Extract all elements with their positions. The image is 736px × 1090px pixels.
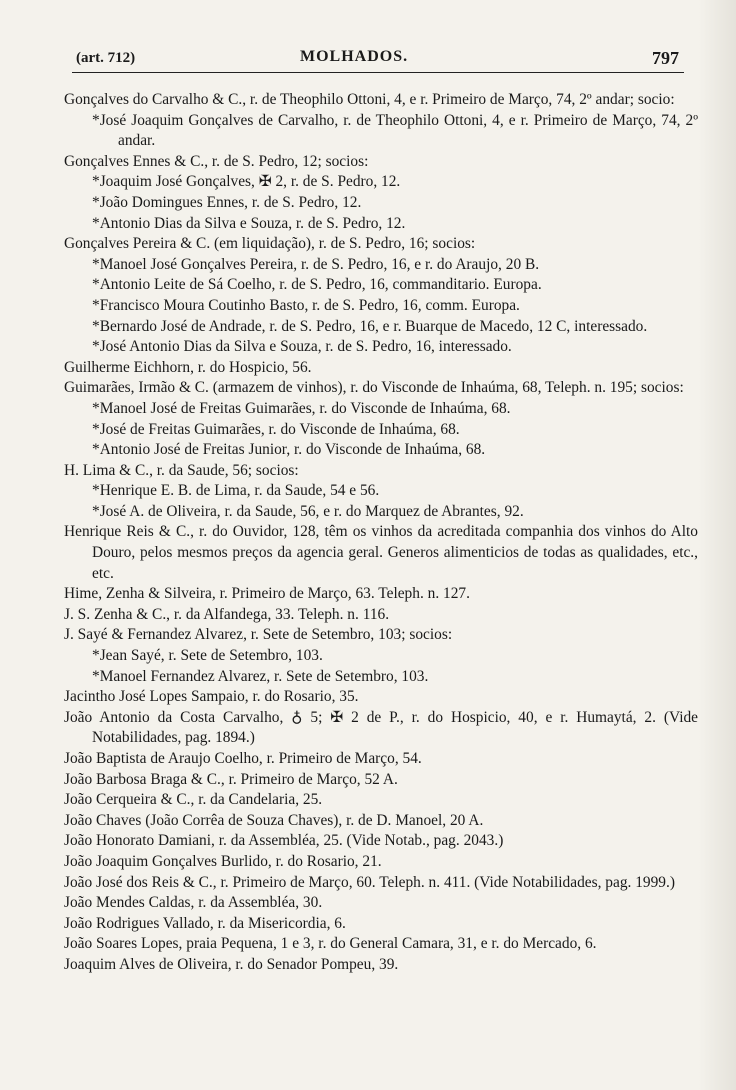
- directory-entry: J. Sayé & Fernandez Alvarez, r. Sete de Setembro, 103; socios:: [64, 626, 453, 644]
- directory-entry: João Baptista de Araujo Coelho, r. Primeiro de Março, 54.: [64, 750, 422, 767]
- header-rule: [72, 72, 684, 73]
- partner-line: *Antonio José de Freitas Junior, r. do Visconde de Inhaúma, 68.: [92, 441, 486, 459]
- page-number: 797: [652, 48, 679, 68]
- directory-entry: J. S. Zenha & C., r. da Alfandega, 33. Teleph. n. 116.: [64, 605, 390, 623]
- directory-entry: João Rodrigues Vallado, r. da Misericordia, 6.: [64, 914, 346, 932]
- directory-entry: João Chaves (João Corrêa de Souza Chaves), r. de D. Manoel, 20 A.: [64, 811, 484, 829]
- partner-line: *José A. de Oliveira, r. da Saude, 56, e r. do Marquez de Abrantes, 92.: [92, 502, 524, 520]
- directory-entry: Gonçalves Ennes & C., r. de S. Pedro, 12; socios:: [64, 152, 369, 170]
- partner-line: *Antonio Leite de Sá Coelho, r. de S. Pedro, 16, commanditario. Europa.: [92, 276, 542, 294]
- partner-line: *Manoel José Gonçalves Pereira, r. de S. Pedro, 16, e r. do Araujo, 20 B.: [92, 255, 540, 273]
- directory-entry: Joaquim Alves de Oliveira, r. do Senador Pompeu, 39.: [64, 955, 399, 973]
- directory-entry: Guilherme Eichhorn, r. do Hospicio, 56.: [64, 358, 312, 376]
- partner-line: *Bernardo José de Andrade, r. de S. Pedro, 16, e r. Buarque de Macedo, 12 C, interessado.: [92, 317, 648, 335]
- partner-line: *José Antonio Dias da Silva e Souza, r. de S. Pedro, 16, interessado.: [92, 338, 512, 356]
- partner-line: *Joaquim José Gonçalves, ✠ 2, r. de S. Pedro, 12.: [92, 173, 401, 191]
- partner-line: *José Joaquim Gonçalves de Carvalho, r. de Theophilo Ottoni, 4, e r. Primeiro de Março, 74, 2º andar.: [92, 111, 698, 150]
- partner-line: *Antonio Dias da Silva e Souza, r. de S. Pedro, 12.: [92, 214, 406, 232]
- directory-entry: João José dos Reis & C., r. Primeiro de Março, 60. Teleph. n. 411. (Vide Notabilidades, pag. 1999.): [64, 873, 675, 891]
- directory-entry: H. Lima & C., r. da Saude, 56; socios:: [64, 461, 299, 479]
- partner-line: *Manoel José de Freitas Guimarães, r. do Visconde de Inhaúma, 68.: [92, 399, 511, 417]
- directory-entry: João Barbosa Braga & C., r. Primeiro de Março, 52 A.: [64, 770, 398, 788]
- partner-line: *Francisco Moura Coutinho Basto, r. de S. Pedro, 16, comm. Europa.: [92, 296, 520, 314]
- directory-entry: Jacintho José Lopes Sampaio, r. do Rosario, 35.: [64, 688, 359, 706]
- directory-entry: Guimarães, Irmão & C. (armazem de vinhos), r. do Visconde de Inhaúma, 68, Teleph. n. 195; socios:: [64, 379, 684, 397]
- directory-entry: Hime, Zenha & Silveira, r. Primeiro de Março, 63. Teleph. n. 127.: [64, 585, 470, 603]
- directory-entry: Gonçalves do Carvalho & C., r. de Theophilo Ottoni, 4, e r. Primeiro de Março, 74, 2º andar; socio:: [64, 91, 675, 108]
- directory-entry: João Honorato Damiani, r. da Assembléa, 25. (Vide Notab., pag. 2043.): [64, 832, 504, 850]
- partner-line: *Jean Sayé, r. Sete de Setembro, 103.: [92, 647, 323, 665]
- directory-entry: Henrique Reis & C., r. do Ouvidor, 128, têm os vinhos da acreditada companhia dos vinhos do Alto Douro, pelos mesmos preços da agencia geral. Generos alimenticios de todas as qualidades, etc., etc.: [64, 523, 698, 582]
- entry-list: [64, 90, 698, 976]
- scan-edge-shadow: [698, 0, 736, 1090]
- partner-line: *Manoel Fernandez Alvarez, r. Sete de Setembro, 103.: [92, 667, 429, 685]
- partner-line: *José de Freitas Guimarães, r. do Visconde de Inhaúma, 68.: [92, 420, 460, 438]
- directory-entry: João Cerqueira & C., r. da Candelaria, 25.: [64, 791, 323, 809]
- directory-entry: Gonçalves Pereira & C. (em liquidação), r. de S. Pedro, 16; socios:: [64, 235, 476, 253]
- section-title: MOLHADOS.: [300, 48, 409, 65]
- directory-entry: João Antonio da Costa Carvalho, ♁ 5; ✠ 2 de P., r. do Hospicio, 40, e r. Humaytá, 2. (Vide Notabilidades, pag. 1894.): [64, 708, 698, 747]
- partner-line: *Henrique E. B. de Lima, r. da Saude, 54 e 56.: [92, 482, 380, 500]
- directory-entry: João Mendes Caldas, r. da Assembléa, 30.: [64, 894, 323, 912]
- article-reference: (art. 712): [76, 50, 136, 66]
- directory-entry: João Joaquim Gonçalves Burlido, r. do Rosario, 21.: [64, 852, 382, 870]
- partner-line: *João Domingues Ennes, r. de S. Pedro, 12.: [92, 193, 362, 211]
- directory-entry: João Soares Lopes, praia Pequena, 1 e 3, r. do General Camara, 31, e r. do Mercado, 6.: [64, 935, 597, 953]
